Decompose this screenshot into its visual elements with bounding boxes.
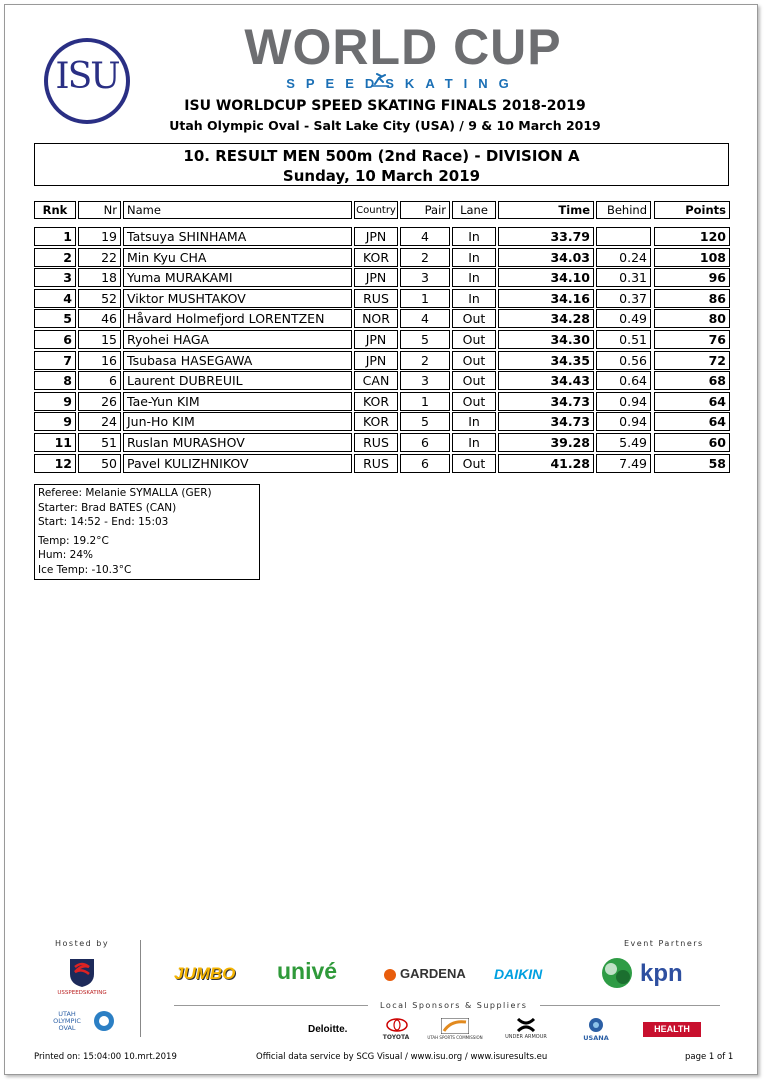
cell-name: Tae-Yun KIM [123,392,352,411]
sponsor-daikin: DAIKIN [494,966,543,982]
cell-behind: 0.64 [596,371,651,390]
race-title-box [34,143,729,186]
cell-rnk: 3 [34,268,76,287]
cell-nr: 6 [78,371,121,390]
cell-rnk: 12 [34,454,76,473]
event-title: ISU WORLDCUP SPEED SKATING FINALS 2018-2019 [184,98,586,114]
sponsor-toyota: TOYOTA [382,1034,410,1041]
cell-name: Viktor MUSHTAKOV [123,289,352,308]
event-venue: Utah Olympic Oval - Salt Lake City (USA) / 9 & 10 March 2019 [169,118,601,133]
cell-country: KOR [354,392,398,411]
data-service: Official data service by SCG Visual / www.isu.org / www.isuresults.eu [256,1052,548,1062]
cell-nr: 50 [78,454,121,473]
cell-rnk: 5 [34,309,76,328]
cell-nr: 18 [78,268,121,287]
cell-nr: 51 [78,433,121,452]
sponsor-under-armour: UNDER ARMOUR [505,1034,547,1040]
cell-points: 72 [654,351,730,370]
cell-lane: In [452,227,496,246]
cell-points: 108 [654,248,730,267]
cell-pair: 3 [400,268,450,287]
skater-icon [369,72,391,88]
cell-lane: Out [452,371,496,390]
cell-behind: 0.51 [596,330,651,349]
cell-rnk: 4 [34,289,76,308]
u-health-label: HEALTH [654,1024,690,1034]
utah-sports-commission-icon [441,1018,469,1034]
cell-country: RUS [354,454,398,473]
cell-name: Ryohei HAGA [123,330,352,349]
header-name: Name [123,201,352,219]
cell-time: 34.43 [498,371,594,390]
cell-behind: 0.94 [596,412,651,431]
cell-time: 34.73 [498,392,594,411]
temperature: Temp: 19.2°C [38,534,109,547]
starter: Starter: Brad BATES (CAN) [38,501,177,514]
humidity: Hum: 24% [38,549,93,561]
header-points: Points [654,201,730,219]
cell-behind: 0.94 [596,392,651,411]
utah-oval-drop-icon [92,1009,116,1033]
printed-on: Printed on: 15:04:00 10.mrt.2019 [34,1052,177,1062]
cell-time: 41.28 [498,454,594,473]
cell-pair: 4 [400,227,450,246]
cell-points: 64 [654,392,730,411]
referee: Referee: Melanie SYMALLA (GER) [38,487,212,499]
cell-time: 34.10 [498,268,594,287]
cell-country: RUS [354,289,398,308]
cell-time: 34.35 [498,351,594,370]
header-pair: Pair [400,201,450,219]
cell-name: Yuma MURAKAMI [123,268,352,287]
cell-points: 64 [654,412,730,431]
cell-nr: 16 [78,351,121,370]
cell-behind: 0.49 [596,309,651,328]
cell-nr: 52 [78,289,121,308]
cell-name: Tatsuya SHINHAMA [123,227,352,246]
sponsor-utah-sports: UTAH SPORTS COMMISSION [427,1035,483,1040]
sponsor-divider [140,940,141,1037]
cell-time: 33.79 [498,227,594,246]
cell-pair: 6 [400,454,450,473]
cell-lane: Out [452,392,496,411]
cell-country: JPN [354,330,398,349]
cell-country: RUS [354,433,398,452]
cell-lane: In [452,433,496,452]
cell-behind: 7.49 [596,454,651,473]
sponsor-jumbo: JUMBO [174,964,236,983]
kpn-icon [597,955,637,991]
cell-name: Jun-Ho KIM [123,412,352,431]
cell-rnk: 9 [34,412,76,431]
cell-rnk: 2 [34,248,76,267]
cell-points: 120 [654,227,730,246]
page-number: page 1 of 1 [685,1052,734,1062]
cell-rnk: 1 [34,227,76,246]
cell-nr: 46 [78,309,121,328]
cell-name: Laurent DUBREUIL [123,371,352,390]
utah-line: UTAH [58,1010,76,1018]
sponsor-kpn: kpn [640,960,683,987]
cell-pair: 6 [400,433,450,452]
isu-logo-text: ISU [55,56,119,97]
cell-time: 34.28 [498,309,594,328]
cell-time: 34.03 [498,248,594,267]
cell-country: KOR [354,412,398,431]
sponsor-unive: univé [277,958,338,984]
cell-pair: 2 [400,351,450,370]
cell-behind: 0.56 [596,351,651,370]
cell-behind: 0.31 [596,268,651,287]
cell-points: 60 [654,433,730,452]
usspeedskating-logo: USSPEEDSKATING [57,990,107,996]
sponsor-gardena: GARDENA [400,966,466,981]
cell-name: Tsubasa HASEGAWA [123,351,352,370]
cell-country: JPN [354,268,398,287]
header-lane: Lane [452,201,496,219]
cell-behind [596,227,651,246]
under-armour-icon [515,1018,537,1032]
cell-name: Håvard Holmefjord LORENTZEN [123,309,352,328]
toyota-icon [386,1018,408,1032]
cell-points: 68 [654,371,730,390]
cell-lane: Out [452,351,496,370]
cell-pair: 5 [400,330,450,349]
cell-pair: 1 [400,289,450,308]
cell-country: CAN [354,371,398,390]
race-title: 10. RESULT MEN 500m (2nd Race) - DIVISION A [183,147,580,165]
cell-pair: 1 [400,392,450,411]
cell-points: 96 [654,268,730,287]
usspeedskating-logo-icon [66,956,98,988]
speed-skating-subtitle: SPEEDSKATING [286,76,520,91]
olympic-line: OLYMPIC [53,1017,81,1025]
cell-lane: Out [452,309,496,328]
cell-pair: 2 [400,248,450,267]
header-time: Time [498,201,594,219]
cell-country: JPN [354,351,398,370]
utah-olympic-oval-logo [44,1011,90,1032]
cell-lane: In [452,268,496,287]
cell-name: Min Kyu CHA [123,248,352,267]
usana-icon [587,1017,605,1033]
cell-nr: 22 [78,248,121,267]
local-sponsors-label: Local Sponsors & Suppliers [380,1001,528,1010]
cell-lane: In [452,289,496,308]
header-rnk: Rnk [34,201,76,219]
cell-pair: 4 [400,309,450,328]
event-partners-label: Event Partners [624,939,704,948]
header-country: Country [354,201,398,219]
cell-name: Pavel KULIZHNIKOV [123,454,352,473]
cell-nr: 15 [78,330,121,349]
cell-rnk: 9 [34,392,76,411]
cell-points: 80 [654,309,730,328]
cell-lane: In [452,412,496,431]
cell-time: 34.16 [498,289,594,308]
cell-lane: In [452,248,496,267]
cell-nr: 26 [78,392,121,411]
cell-pair: 5 [400,412,450,431]
cell-nr: 19 [78,227,121,246]
cell-points: 76 [654,330,730,349]
local-sponsors-rule-right [540,1005,720,1006]
local-sponsors-rule-left [174,1005,368,1006]
cell-points: 58 [654,454,730,473]
cell-behind: 0.37 [596,289,651,308]
cell-lane: Out [452,330,496,349]
start-end-time: Start: 14:52 - End: 15:03 [38,516,169,528]
cell-pair: 3 [400,371,450,390]
cell-nr: 24 [78,412,121,431]
gardena-icon [383,968,397,982]
race-info-box [34,484,260,580]
cell-time: 39.28 [498,433,594,452]
cell-behind: 0.24 [596,248,651,267]
oval-line: OVAL [58,1024,76,1032]
cell-country: KOR [354,248,398,267]
cell-points: 86 [654,289,730,308]
cell-rnk: 7 [34,351,76,370]
header-behind: Behind [596,201,651,219]
cell-rnk: 11 [34,433,76,452]
cell-rnk: 8 [34,371,76,390]
cell-country: NOR [354,309,398,328]
cell-time: 34.30 [498,330,594,349]
sponsor-usana: USANA [583,1034,609,1042]
world-cup-title: WORLD CUP [244,19,562,75]
sponsor-deloitte: Deloitte. [308,1024,348,1035]
race-date: Sunday, 10 March 2019 [282,167,481,185]
cell-rnk: 6 [34,330,76,349]
cell-country: JPN [354,227,398,246]
sponsor-u-health [643,1022,701,1037]
cell-time: 34.73 [498,412,594,431]
header-nr: Nr [78,201,121,219]
cell-lane: Out [452,454,496,473]
ice-temperature: Ice Temp: -10.3°C [38,563,132,576]
cell-name: Ruslan MURASHOV [123,433,352,452]
hosted-by-label: Hosted by [55,939,110,948]
cell-behind: 5.49 [596,433,651,452]
